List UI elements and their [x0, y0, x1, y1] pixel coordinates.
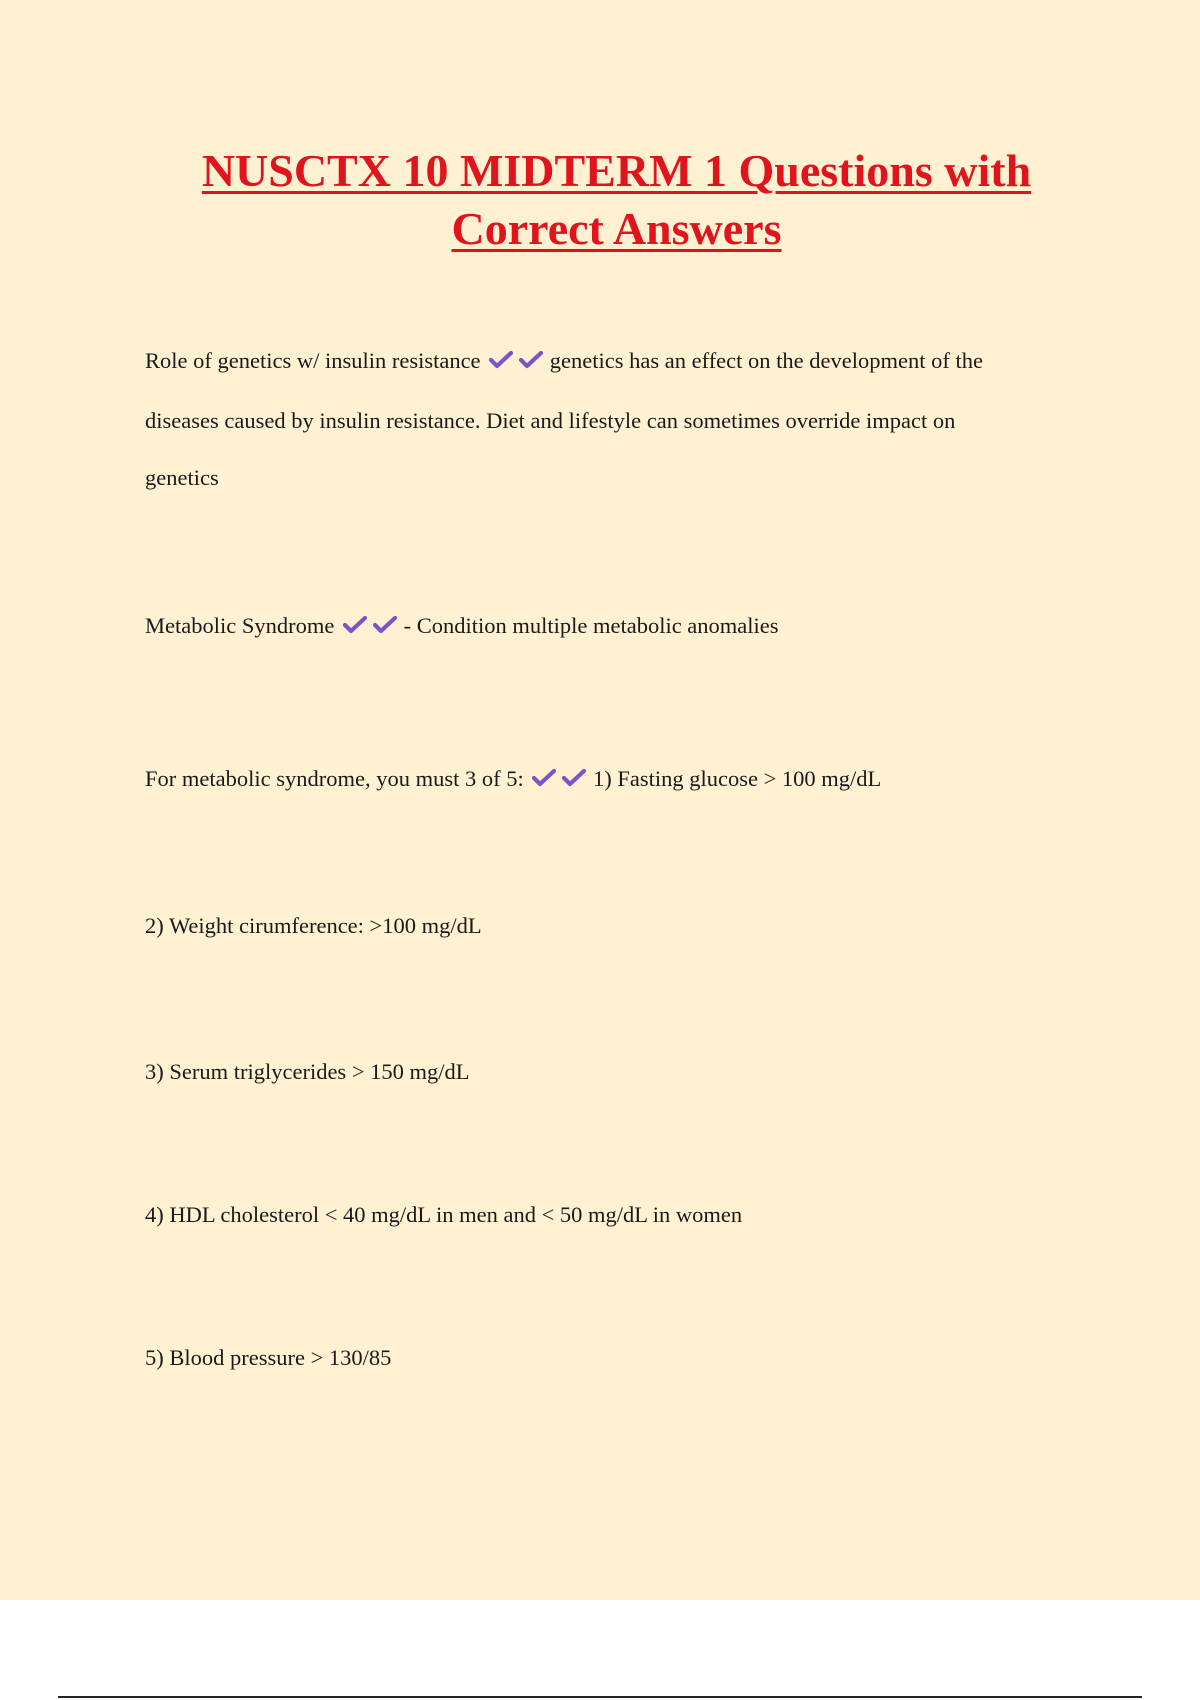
qa-2-line-1 — [145, 613, 779, 639]
qa-2-question: Metabolic Syndrome — [145, 613, 335, 638]
title-line-2: Correct Answers — [451, 203, 782, 254]
qa-3-answer-line-1: 1) Fasting glucose > 100 mg/dL — [592, 766, 882, 791]
footer-divider — [58, 1696, 1142, 1698]
qa-2-answer-line-1: - Condition multiple metabolic anomalies — [403, 613, 779, 638]
criterion-5: 5) Blood pressure > 130/85 — [145, 1345, 392, 1370]
qa-1-answer-line-2: diseases caused by insulin resistance. Diet and lifestyle can sometimes override impact on — [145, 408, 956, 433]
criterion-2: 2) Weight cirumference: >100 mg/dL — [145, 913, 482, 938]
qa-1-line-1 — [145, 348, 983, 374]
check-mark-icon — [531, 767, 587, 789]
criterion-3: 3) Serum triglycerides > 150 mg/dL — [145, 1059, 470, 1084]
qa-1-answer-line-1: genetics has an effect on the development of the — [549, 348, 983, 373]
document-title — [100, 142, 1133, 258]
title-line-1: NUSCTX 10 MIDTERM 1 Questions with — [201, 145, 1032, 196]
check-mark-icon — [342, 614, 398, 636]
check-mark-icon — [488, 349, 544, 371]
qa-1-answer-line-3: genetics — [145, 465, 219, 490]
qa-1-question: Role of genetics w/ insulin resistance — [145, 348, 481, 373]
criterion-4: 4) HDL cholesterol < 40 mg/dL in men and < 50 mg/dL in women — [145, 1202, 743, 1227]
qa-3-line-1 — [145, 766, 881, 792]
qa-3-question: For metabolic syndrome, you must 3 of 5: — [145, 766, 524, 791]
